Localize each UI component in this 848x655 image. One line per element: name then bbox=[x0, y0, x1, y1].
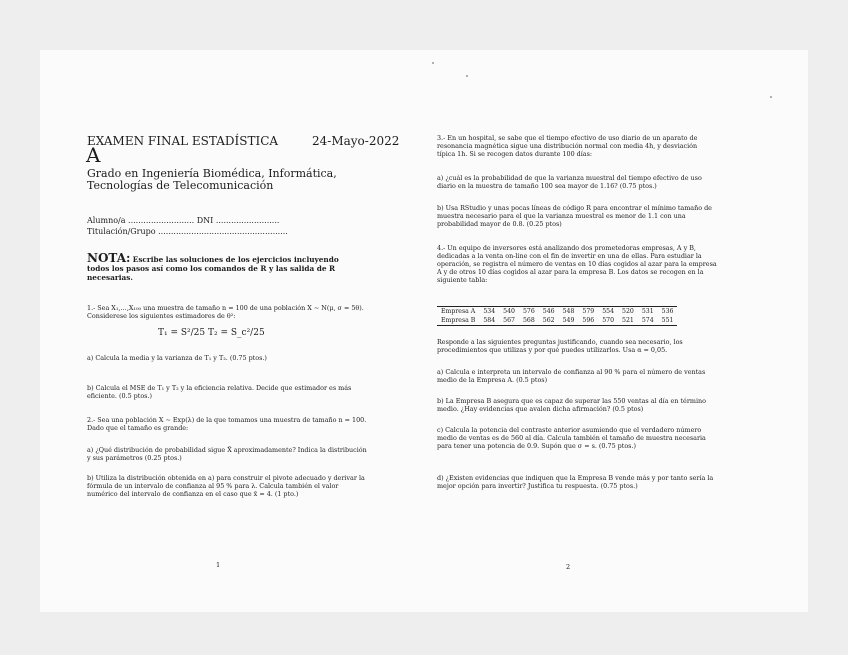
table-cell: 551 bbox=[658, 316, 678, 326]
table-cell: 534 bbox=[479, 307, 499, 317]
question-2a: a) ¿Qué distribución de probabilidad sigue X̄ aproximadamente? Indica la distribución y sus parámetros (0.25 ptos.) bbox=[87, 446, 367, 462]
question-4b: b) La Empresa B asegura que es capaz de superar las 550 ventas al día en término medio. ¿Hay evidencias que avalen dicha afirmación? (0.5 ptos) bbox=[437, 397, 706, 413]
question-4c: c) Calcula la potencia del contraste anterior asumiendo que el verdadero número medio de ventas es de 560 al día. Calcula también el tamaño de muestra necesaria para tener una potencia de 0.9. Supón que σ = s. (0.75 ptos.) bbox=[437, 426, 706, 450]
question-1a: a) Calcula la media y la varianza de T₁ y T₂. (0.75 ptos.) bbox=[87, 354, 267, 362]
paper-sheet bbox=[40, 50, 808, 612]
table-cell: 536 bbox=[658, 307, 678, 317]
table-cell: 554 bbox=[598, 307, 618, 317]
table-cell: 576 bbox=[519, 307, 539, 317]
exam-title: EXAMEN FINAL ESTADÍSTICA bbox=[87, 134, 279, 148]
question-2b: b) Utiliza la distribución obtenida en a) para construir el pivote adecuado y derivar la fórmula de un intervalo de confianza al 95 % para λ. Calcula también el valor numérico del intervalo de confianza en el caso que x̄ = 4. (1 pto.) bbox=[87, 474, 365, 498]
student-line: Alumno/a .......................... DNI ......................... bbox=[87, 216, 280, 225]
page-number-1: 1 bbox=[216, 561, 221, 569]
scan-speck bbox=[432, 62, 434, 64]
table-cell: 567 bbox=[499, 316, 519, 326]
table-cell: 562 bbox=[539, 316, 559, 326]
note-text: Escribe las soluciones de los ejercicios incluyendo todos los pasos así como los comandos de R y las salida de R necesarias. bbox=[87, 255, 339, 282]
table-row bbox=[437, 307, 677, 317]
sales-table bbox=[437, 306, 677, 326]
table-cell: 574 bbox=[638, 316, 658, 326]
table-cell: 520 bbox=[618, 307, 638, 317]
table-cell: 570 bbox=[598, 316, 618, 326]
row-label: Empresa A bbox=[437, 307, 479, 317]
row-label: Empresa B bbox=[437, 316, 479, 326]
question-1b: b) Calcula el MSE de T₁ y T₂ y la eficiencia relativa. Decide que estimador es más eficiente. (0.5 ptos.) bbox=[87, 384, 352, 400]
group-line: Titulación/Grupo ................................................... bbox=[87, 227, 288, 236]
question-3a: a) ¿cuál es la probabilidad de que la varianza muestral del tiempo efectivo de uso diario en la muestra de tamaño 100 sea mayor de 1.16? (0.75 ptos.) bbox=[437, 174, 702, 190]
question-1: 1.- Sea X₁,…,X₁₀₀ una muestra de tamaño n = 100 de una población X ∼ N(μ, σ = 5θ). Considerese los siguientes estimadores de θ²: bbox=[87, 304, 364, 320]
page-number-2: 2 bbox=[566, 563, 571, 571]
table-cell: 568 bbox=[519, 316, 539, 326]
table-cell: 596 bbox=[578, 316, 598, 326]
page-2 bbox=[424, 50, 808, 612]
question-4: 4.- Un equipo de inversores está analizando dos prometedoras empresas, A y B, dedicadas a la venta on-line con el fin de invertir en una de ellas. Para estudiar la operación, se registra el número de ventas en 10 días cogidos al azar para la empresa A y de otros 10 días cogidos al azar para la empresa B. Los datos se recogen en la siguiente tabla: bbox=[437, 244, 717, 284]
question-4d: d) ¿Existen evidencias que indiquen que la Empresa B vende más y por tanto sería la mejor opción para invertir? Justifica tu respuesta. (0.75 ptos.) bbox=[437, 474, 714, 490]
scan-speck bbox=[770, 96, 772, 98]
table-cell: 549 bbox=[559, 316, 579, 326]
table-cell: 546 bbox=[539, 307, 559, 317]
question-4a: a) Calcula e interpreta un intervalo de confianza al 90 % para el número de ventas medio de la Empresa A. (0.5 ptos) bbox=[437, 368, 706, 384]
question-4-intro: Responde a las siguientes preguntas justificando, cuando sea necesario, los procedimientos que utilizas y por qué puedes utilizarlos. Usa α = 0,05. bbox=[437, 338, 683, 354]
table-row bbox=[437, 316, 677, 326]
scan-speck bbox=[466, 75, 468, 77]
question-2: 2.- Sea una población X ∼ Exp(λ) de la que tomamos una muestra de tamaño n = 100. Dado que el tamaño es grande: bbox=[87, 416, 367, 432]
table-cell: 579 bbox=[578, 307, 598, 317]
note-block bbox=[87, 251, 359, 282]
degree-text: Grado en Ingeniería Biomédica, Informática, Tecnologías de Telecomunicación bbox=[87, 167, 337, 192]
page-1 bbox=[40, 50, 424, 612]
question-3: 3.- En un hospital, se sabe que el tiempo efectivo de uso diario de un aparato de resonancia magnética sigue una distribución normal con media 4h, y desviación típica 1h. Si se recogen datos durante 100 días: bbox=[437, 134, 698, 158]
table-cell: 531 bbox=[638, 307, 658, 317]
estimator-formula: T₁ = S²/25 T₂ = S_c²/25 bbox=[158, 328, 265, 338]
table-cell: 548 bbox=[559, 307, 579, 317]
question-3b: b) Usa RStudio y unas pocas líneas de código R para encontrar el mínimo tamaño de muestra necesario para el que la varianza muestral es menor de 1.1 con una probabilidad mayor de 0.8. (0.25 ptos) bbox=[437, 204, 712, 228]
exam-date: 24-Mayo-2022 bbox=[312, 134, 400, 148]
table-cell: 584 bbox=[479, 316, 499, 326]
table-cell: 521 bbox=[618, 316, 638, 326]
table-cell: 540 bbox=[499, 307, 519, 317]
exam-version: A bbox=[86, 143, 101, 167]
note-label: NOTA: bbox=[87, 251, 131, 265]
